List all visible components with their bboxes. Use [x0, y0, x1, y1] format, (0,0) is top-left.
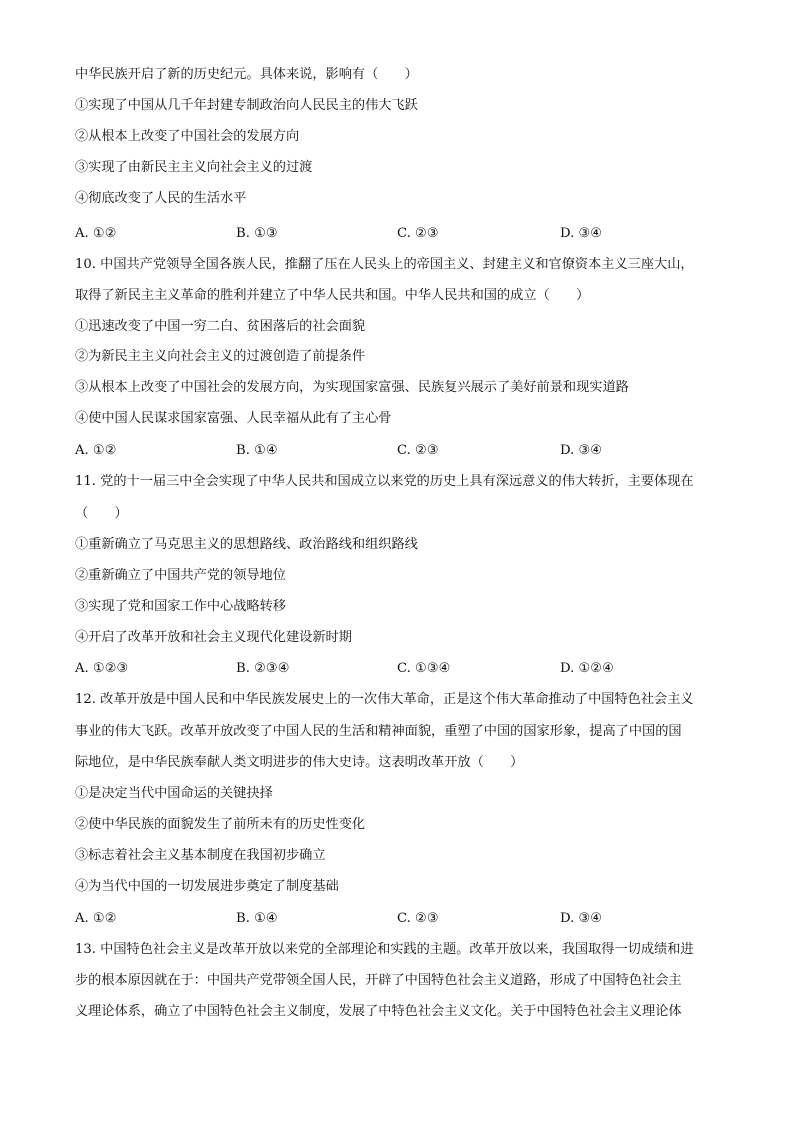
q11-statement-3: ③实现了党和国家工作中心战略转移 [75, 599, 286, 614]
q11-stem-line-2: （ ） [75, 506, 128, 521]
q10-stem-line-2: 取得了新民主主义革命的胜利并建立了中华人民共和国。中华人民共和国的成立（ ） [75, 288, 590, 303]
q11-statement-4: ④开启了改革开放和社会主义现代化建设新时期 [75, 630, 352, 645]
q9-option-c[interactable]: C. ②③ [397, 226, 439, 241]
q12-stem-line-1: 12. 改革开放是中国人民和中华民族发展史上的一次伟大革命，正是这个伟大革命推动了中国特色社会主义 [75, 692, 694, 707]
q12-option-c[interactable]: C. ②③ [397, 911, 439, 926]
q12-statement-3: ③标志着社会主义基本制度在我国初步确立 [75, 848, 326, 863]
q10-statement-3: ③从根本上改变了中国社会的发展方向，为实现国家富强、民族复兴展示了美好前景和现实道路 [75, 380, 629, 395]
q12-statement-4: ④为当代中国的一切发展进步奠定了制度基础 [75, 879, 339, 894]
q9-option-a[interactable]: A. ①② [75, 226, 117, 241]
q11-option-a[interactable]: A. ①②③ [75, 661, 129, 676]
q9-stem-line: 中华民族开启了新的历史纪元。具体来说，影响有（ ） [75, 67, 418, 82]
q11-option-c[interactable]: C. ①③④ [397, 661, 451, 676]
q12-statement-2: ②使中华民族的面貌发生了前所未有的历史性变化 [75, 817, 366, 832]
q13-stem-line-1: 13. 中国特色社会主义是改革开放以来党的全部理论和实践的主题。改革开放以来，我国取得一切成绩和进 [75, 942, 694, 957]
q11-stem-line-1: 11. 党的十一届三中全会实现了中华人民共和国成立以来党的历史上具有深远意义的伟大转折，主要体现在 [75, 474, 694, 489]
q9-option-b[interactable]: B. ①③ [236, 226, 278, 241]
q11-statement-1: ①重新确立了马克思主义的思想路线、政治路线和组织路线 [75, 537, 418, 552]
q11-option-b[interactable]: B. ②③④ [236, 661, 290, 676]
q12-option-d[interactable]: D. ③④ [560, 911, 603, 926]
q11-statement-2: ②重新确立了中国共产党的领导地位 [75, 568, 286, 583]
q12-option-a[interactable]: A. ①② [75, 911, 117, 926]
q9-statement-1: ①实现了中国从几千年封建专制政治向人民民主的伟大飞跃 [75, 98, 418, 113]
q9-statement-4: ④彻底改变了人民的生活水平 [75, 191, 247, 206]
q10-stem-line-1: 10. 中国共产党领导全国各族人民，推翻了压在人民头上的帝国主义、封建主义和官僚资本主义三座大山， [75, 257, 694, 272]
q12-statement-1: ①是决定当代中国命运的关键抉择 [75, 786, 273, 801]
q9-statement-3: ③实现了由新民主主义向社会主义的过渡 [75, 160, 313, 175]
q10-option-d[interactable]: D. ③④ [560, 443, 603, 458]
q11-option-d[interactable]: D. ①②④ [560, 661, 614, 676]
q13-stem-line-3: 义理论体系，确立了中国特色社会主义制度，发展了中特色社会主义文化。关于中国特色社会主义理论体 [75, 1004, 682, 1019]
q10-option-b[interactable]: B. ①④ [236, 443, 278, 458]
q12-stem-line-3: 际地位，是中华民族奉献人类文明进步的伟大史诗。这表明改革开放（ ） [75, 755, 524, 770]
q12-option-b[interactable]: B. ①④ [236, 911, 278, 926]
q13-stem-line-2: 步的根本原因就在于：中国共产党带领全国人民，开辟了中国特色社会主义道路，形成了中国特色社会主 [75, 973, 682, 988]
q10-statement-2: ②为新民主主义向社会主义的过渡创造了前提条件 [75, 349, 366, 364]
q10-statement-4: ④使中国人民谋求国家富强、人民幸福从此有了主心骨 [75, 411, 392, 426]
q10-statement-1: ①迅速改变了中国一穷二白、贫困落后的社会面貌 [75, 319, 366, 334]
q9-statement-2: ②从根本上改变了中国社会的发展方向 [75, 129, 300, 144]
q9-option-d[interactable]: D. ③④ [560, 226, 603, 241]
q10-option-a[interactable]: A. ①② [75, 443, 117, 458]
q10-option-c[interactable]: C. ②③ [397, 443, 439, 458]
q12-stem-line-2: 事业的伟大飞跃。改革开放改变了中国人民的生活和精神面貌，重塑了中国的国家形象，提高了中国的国 [75, 724, 682, 739]
